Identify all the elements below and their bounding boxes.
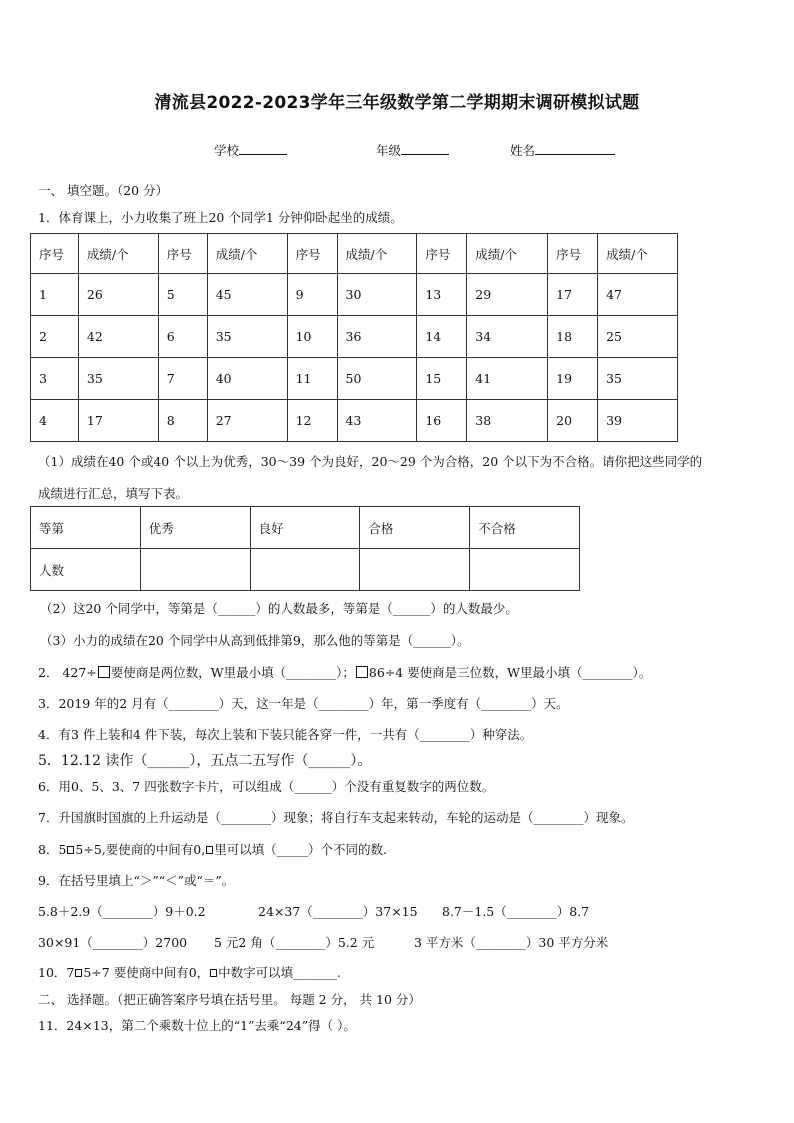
score-header-cell: 序号 xyxy=(417,234,467,274)
q10 xyxy=(38,963,341,981)
student-number-cell: 7 xyxy=(158,358,207,400)
grade-field xyxy=(376,141,449,159)
score-table-body xyxy=(31,234,678,442)
school-label: 学校 xyxy=(214,143,240,158)
student-number-cell: 17 xyxy=(548,274,598,316)
score-cell: 35 xyxy=(207,316,287,358)
q9-row1-col1: 5.8＋2.9（________）9＋0.2 xyxy=(38,904,206,919)
grade-label: 年级 xyxy=(376,143,402,158)
name-blank[interactable] xyxy=(535,142,615,155)
student-number-cell: 18 xyxy=(548,316,598,358)
q9-row1-col2: 24×37（________）37×15 xyxy=(258,904,418,919)
score-cell: 17 xyxy=(78,400,158,442)
score-cell: 35 xyxy=(78,358,158,400)
score-cell: 26 xyxy=(78,274,158,316)
score-header-cell: 成绩/个 xyxy=(467,234,548,274)
student-number-cell: 14 xyxy=(417,316,467,358)
q2 xyxy=(38,663,651,681)
name-field xyxy=(510,141,615,159)
q5: 5．12.12 读作（______），五点二五写作（______）。 xyxy=(38,753,372,769)
summary-row-label: 人数 xyxy=(31,549,141,591)
q10-part-b: 5÷7 要使商中间有0， xyxy=(83,965,210,980)
q8-part-b: 5÷5,要使商的中间有0, xyxy=(75,842,206,857)
q9-row2-col3: 3 平方米（________）30 平方分米 xyxy=(414,935,609,950)
student-number-cell: 1 xyxy=(31,274,79,316)
answer-box-icon xyxy=(75,969,82,977)
answer-box-icon xyxy=(206,846,213,854)
score-header-cell: 成绩/个 xyxy=(78,234,158,274)
q2-part-b: 要使商是两位数，W里最小填（________）； xyxy=(110,665,355,680)
score-cell: 27 xyxy=(207,400,287,442)
answer-box-icon xyxy=(210,969,217,977)
student-number-cell: 5 xyxy=(158,274,207,316)
score-header-row xyxy=(31,234,678,274)
score-cell: 35 xyxy=(598,358,678,400)
score-row xyxy=(31,358,678,400)
grade-blank[interactable] xyxy=(401,142,449,155)
summary-header-row xyxy=(31,507,580,549)
summary-header-cell: 不合格 xyxy=(470,507,580,549)
score-cell: 47 xyxy=(598,274,678,316)
score-cell: 36 xyxy=(337,316,417,358)
student-number-cell: 11 xyxy=(287,358,337,400)
answer-box-icon xyxy=(98,666,110,678)
summary-header-cell: 等第 xyxy=(31,507,141,549)
q7: 7．升国旗时国旗的上升运动是（________）现象；将自行车支起来转动，车轮的运动是（________）现象。 xyxy=(38,810,634,825)
q1-sub3: （3）小力的成绩在20 个同学中从高到低排第9，那么他的等第是（______）。 xyxy=(40,633,470,648)
q4: 4．有3 件上装和4 件下装，每次上装和下装只能各穿一件，一共有（________）种穿法。 xyxy=(38,727,533,742)
q9-row2-col1: 30×91（________）2700 xyxy=(38,935,188,950)
q8-part-a: 8．5 xyxy=(38,842,67,857)
summary-answer-cell[interactable] xyxy=(470,549,580,591)
summary-header-cell: 良好 xyxy=(250,507,360,549)
q8 xyxy=(38,840,387,858)
q6: 6．用0、5、3、7 四张数字卡片，可以组成（______）个没有重复数字的两位数。 xyxy=(38,779,495,794)
q3: 3．2019 年的2 月有（________）天，这一年是（________）年，第一季度有（________）天。 xyxy=(38,696,569,711)
name-label: 姓名 xyxy=(510,143,536,158)
score-cell: 39 xyxy=(598,400,678,442)
score-row xyxy=(31,316,678,358)
score-header-cell: 序号 xyxy=(548,234,598,274)
summary-header-cell: 优秀 xyxy=(140,507,250,549)
student-number-cell: 2 xyxy=(31,316,79,358)
summary-answer-cell[interactable] xyxy=(140,549,250,591)
q11: 11．24×13，第二个乘数十位上的“1”去乘“24”得（ ）。 xyxy=(38,1018,356,1033)
q2-part-a: 2． 427÷ xyxy=(38,665,97,680)
student-number-cell: 8 xyxy=(158,400,207,442)
q2-part-c: 86÷4 要使商是三位数，W里最小填（________）。 xyxy=(368,665,652,680)
score-cell: 30 xyxy=(337,274,417,316)
student-number-cell: 4 xyxy=(31,400,79,442)
section1-heading: 一、 填空题。（20 分） xyxy=(38,183,169,198)
score-cell: 40 xyxy=(207,358,287,400)
student-number-cell: 13 xyxy=(417,274,467,316)
summary-table xyxy=(30,506,580,591)
q8-part-c: 里可以填（_____）个不同的数. xyxy=(214,842,387,857)
answer-box-icon xyxy=(356,666,368,678)
q1-text: 1．体育课上，小力收集了班上20 个同学1 分钟仰卧起坐的成绩。 xyxy=(38,210,403,225)
score-header-cell: 成绩/个 xyxy=(598,234,678,274)
section2-heading: 二、 选择题。（把正确答案序号填在括号里。 每题 2 分， 共 10 分） xyxy=(38,992,421,1007)
score-row xyxy=(31,400,678,442)
score-header-cell: 成绩/个 xyxy=(337,234,417,274)
student-number-cell: 15 xyxy=(417,358,467,400)
student-number-cell: 16 xyxy=(417,400,467,442)
student-number-cell: 12 xyxy=(287,400,337,442)
school-blank[interactable] xyxy=(239,142,287,155)
score-cell: 43 xyxy=(337,400,417,442)
score-row xyxy=(31,274,678,316)
q9-row1-col3: 8.7－1.5（________）8.7 xyxy=(442,904,590,919)
q1-sub1-line1: （1）成绩在40 个或40 个以上为优秀，30～39 个为良好，20～29 个为合格，20 个以下为不合格。请你把这些同学的 xyxy=(38,454,703,469)
score-cell: 29 xyxy=(467,274,548,316)
score-header-cell: 序号 xyxy=(287,234,337,274)
score-table xyxy=(30,233,678,442)
score-cell: 50 xyxy=(337,358,417,400)
score-cell: 38 xyxy=(467,400,548,442)
student-number-cell: 20 xyxy=(548,400,598,442)
score-header-cell: 序号 xyxy=(31,234,79,274)
score-header-cell: 序号 xyxy=(158,234,207,274)
score-header-cell: 成绩/个 xyxy=(207,234,287,274)
student-number-cell: 9 xyxy=(287,274,337,316)
score-cell: 45 xyxy=(207,274,287,316)
summary-count-row xyxy=(31,549,580,591)
summary-answer-cell[interactable] xyxy=(250,549,360,591)
score-cell: 41 xyxy=(467,358,548,400)
student-number-cell: 10 xyxy=(287,316,337,358)
answer-box-icon xyxy=(67,846,74,854)
summary-answer-cell[interactable] xyxy=(360,549,470,591)
school-field xyxy=(214,141,287,159)
q10-part-c: 中数字可以填_______. xyxy=(218,965,341,980)
score-cell: 42 xyxy=(78,316,158,358)
summary-header-cell: 合格 xyxy=(360,507,470,549)
student-number-cell: 19 xyxy=(548,358,598,400)
q9-row2-col2: 5 元2 角（________）5.2 元 xyxy=(214,935,375,950)
page-title: 清流县2022-2023学年三年级数学第二学期期末调研模拟试题 xyxy=(154,93,640,113)
q10-part-a: 10．7 xyxy=(38,965,75,980)
student-number-cell: 6 xyxy=(158,316,207,358)
score-cell: 34 xyxy=(467,316,548,358)
q9-text: 9．在括号里填上“＞”“＜”或“＝”。 xyxy=(38,873,235,888)
q1-sub2: （2）这20 个同学中，等第是（______）的人数最多，等第是（______）的人数最少。 xyxy=(40,601,518,616)
score-cell: 25 xyxy=(598,316,678,358)
q1-sub1-line2: 成绩进行汇总，填写下表。 xyxy=(38,486,189,501)
student-number-cell: 3 xyxy=(31,358,79,400)
